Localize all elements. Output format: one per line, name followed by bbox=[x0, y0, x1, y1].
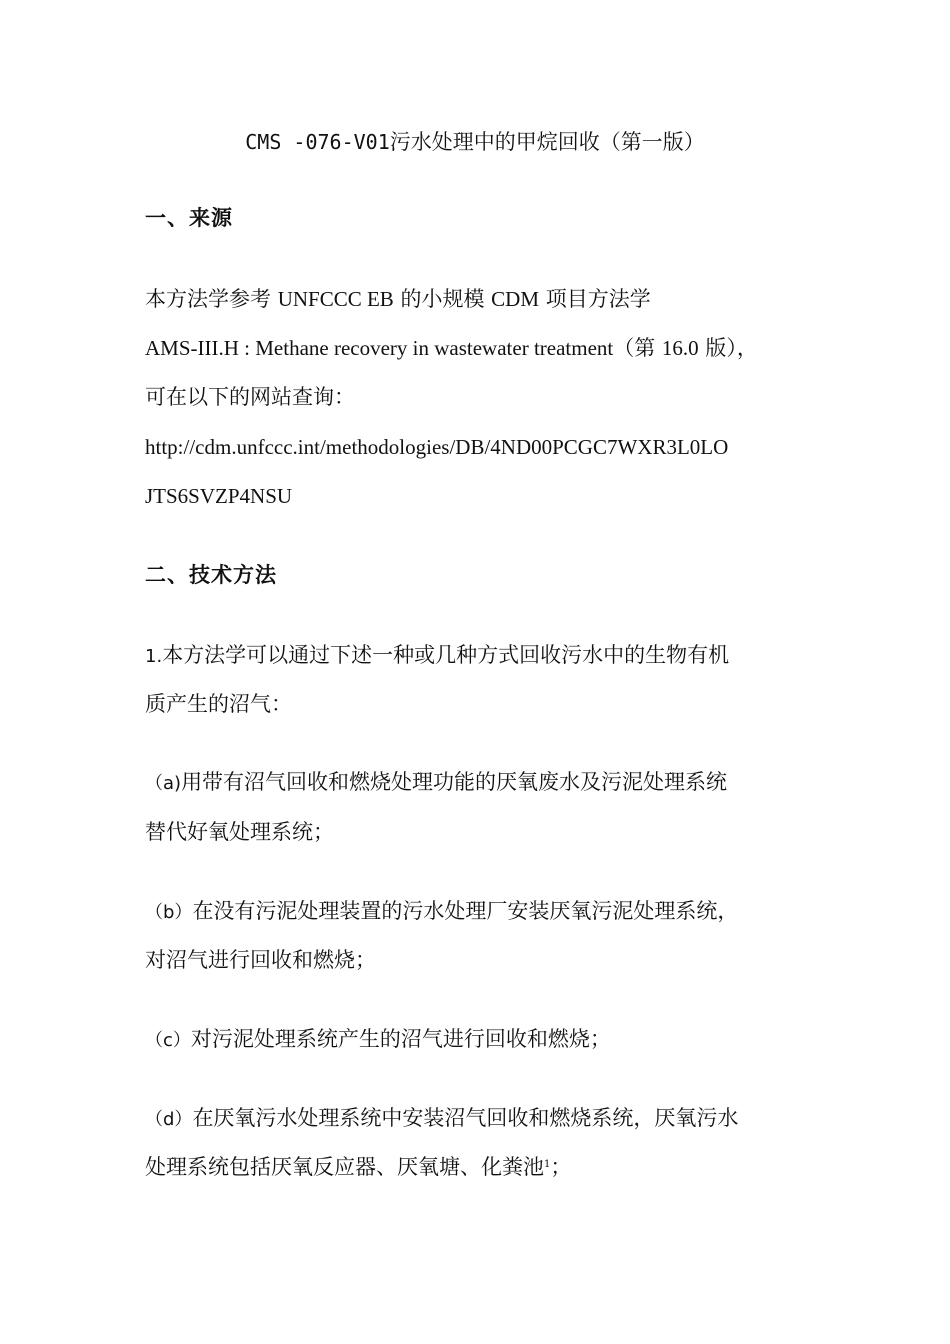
paragraph-1-line-1 bbox=[145, 640, 729, 672]
source-line-3: 可在以下的网站查询： bbox=[145, 385, 355, 409]
item-c-line-1 bbox=[145, 1024, 611, 1056]
item-label: （a) bbox=[145, 773, 182, 794]
source-cdm: CDM bbox=[491, 287, 540, 311]
source-text: 版）， bbox=[698, 336, 758, 360]
item-text: 对污泥处理系统产生的沼气进行回收和燃烧； bbox=[190, 1027, 611, 1051]
item-text: 处理系统包括厌氧反应器、厌氧塘、化粪池 bbox=[145, 1155, 544, 1179]
source-text: 项目方法学 bbox=[539, 287, 651, 311]
item-text: 用带有沼气回收和燃烧处理功能的厌氧废水及污泥处理系统 bbox=[181, 770, 728, 794]
item-a-line-1 bbox=[145, 767, 727, 799]
methodology-url-line-2[interactable]: JTS6SVZP4NSU bbox=[145, 484, 293, 508]
item-label: （d） bbox=[145, 1109, 193, 1130]
item-text: 在厌氧污水处理系统中安装沼气回收和燃烧系统，厌氧污水 bbox=[192, 1106, 739, 1130]
source-text: 本方法学参考 bbox=[145, 287, 278, 311]
source-line-2 bbox=[145, 333, 758, 363]
source-org: UNFCCC EB bbox=[277, 287, 394, 311]
item-text: 在没有污泥处理装置的污水处理厂安装厌氧污泥处理系统， bbox=[192, 899, 739, 923]
footnote-marker[interactable]: 1 bbox=[544, 1159, 551, 1170]
item-a-line-2: 替代好氧处理系统； bbox=[145, 820, 334, 844]
paragraph-1-line-2: 质产生的沼气： bbox=[145, 692, 292, 716]
paragraph-text: 本方法学可以通过下述一种或几种方式回收污水中的生物有机 bbox=[162, 643, 730, 667]
item-label: （c） bbox=[145, 1030, 191, 1051]
methodology-version: 16.0 bbox=[661, 336, 699, 360]
source-text: 的小规模 bbox=[393, 287, 492, 311]
document-title bbox=[0, 127, 950, 157]
item-d-line-2 bbox=[145, 1152, 571, 1182]
item-b-line-1 bbox=[145, 896, 738, 928]
item-label: （b） bbox=[145, 902, 193, 923]
item-text: ； bbox=[550, 1155, 572, 1179]
methodology-name: AMS-III.H : Methane recovery in wastewater treatment bbox=[145, 336, 614, 360]
section-heading-methods: 二、技术方法 bbox=[145, 562, 277, 587]
item-b-line-2: 对沼气进行回收和燃烧； bbox=[145, 948, 376, 972]
methodology-url-line-1[interactable]: http://cdm.unfccc.int/methodologies/DB/4ND00PCGC7WXR3L0LO bbox=[145, 435, 729, 459]
paragraph-number: 1. bbox=[145, 646, 163, 667]
title-text: 污水处理中的甲烷回收（第一版） bbox=[389, 130, 705, 154]
source-text: （第 bbox=[613, 336, 662, 360]
title-code: CMS -076-V01 bbox=[245, 130, 390, 154]
source-line-1 bbox=[145, 284, 651, 314]
item-d-line-1 bbox=[145, 1103, 738, 1135]
section-heading-source: 一、来源 bbox=[145, 205, 233, 230]
